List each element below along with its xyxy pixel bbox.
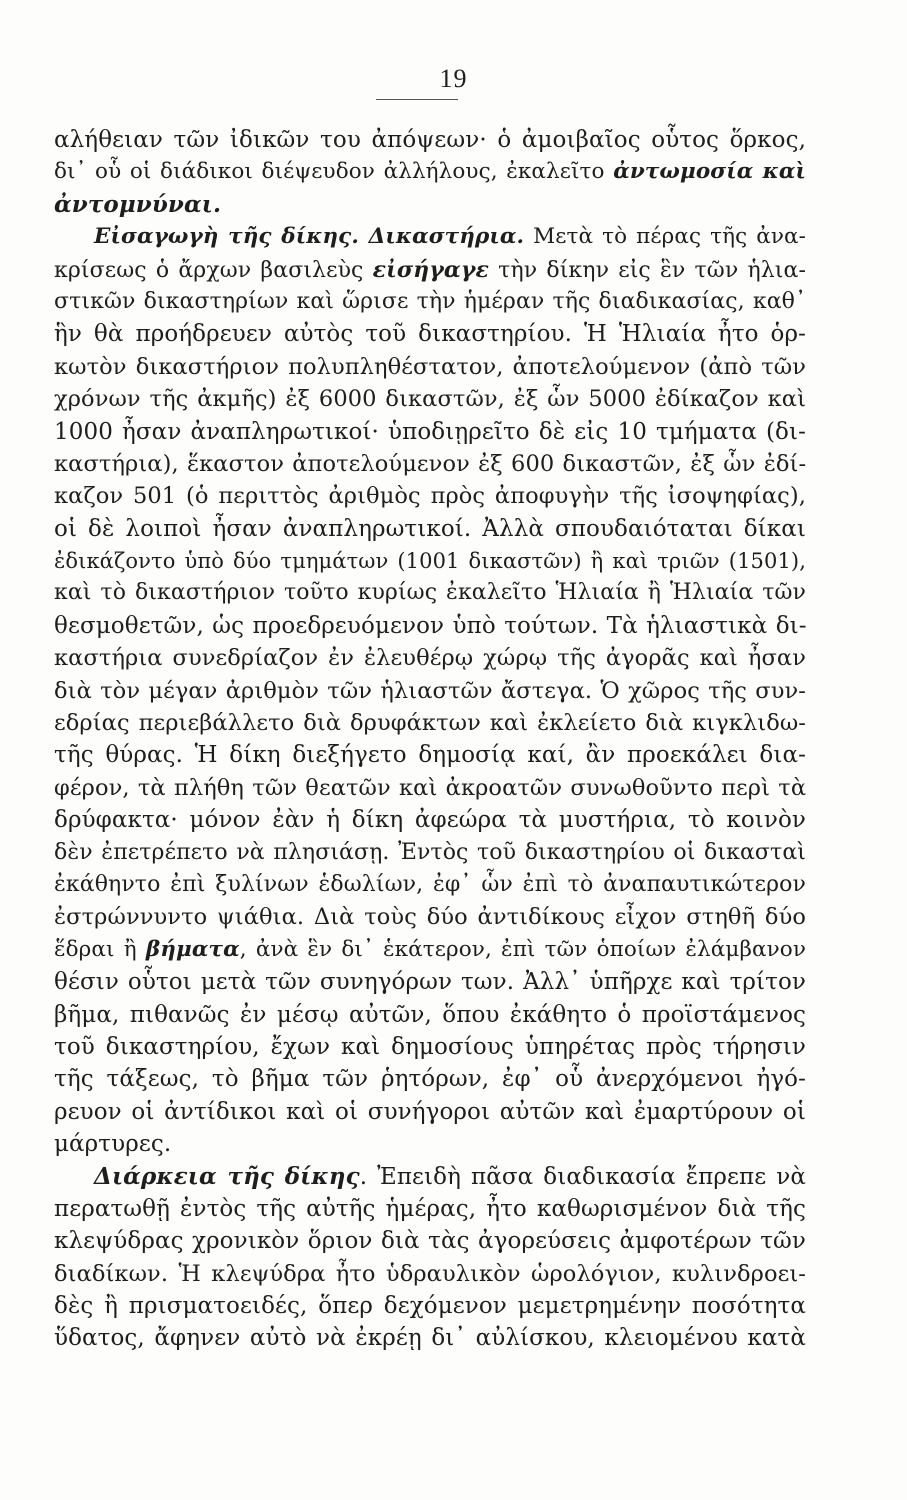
text-span: αλήθειαν τῶν ἰδικῶν του ἀπόψεων· ὁ ἀμοιβαῖος οὗτος ὅρκος, [54,127,806,153]
text-line [54,545,806,577]
text-line [54,577,806,609]
text-span: φέρον, τὰ πλήθη τῶν θεατῶν καὶ ἀκροατῶν συνωθοῦντο περὶ τὰ [54,774,807,801]
text-span: τῆς θύρας. Ἡ δίκη διεξήγετο δημοσίᾳ καί, ἂν προεκάλει δια- [54,742,806,769]
text-line [54,1096,806,1128]
text-line [54,966,806,998]
text-span: οἱ δὲ λοιποὶ ἦσαν ἀναπληρωτικοί. Ἀλλὰ σπουδαιόταται δίκαι [54,515,806,542]
emphasized-term: ἀντωμοσία καὶ [613,159,806,185]
text-span: εδρίας περιεβάλλετο διὰ δρυφάκτων καὶ ἐκλείετο διὰ κιγκλιδω- [54,710,806,737]
text-span: ἕδραι ἢ [54,936,146,962]
text-line [54,1031,806,1063]
text-line [54,934,806,966]
page-number: 19 [439,64,468,93]
text-span: κωτὸν δικαστήριον πολυπληθέστατον, ἀποτελούμενον (ἀπὸ τῶν [54,353,806,380]
text-span: στικῶν δικαστηρίων καὶ ὥρισε τὴν ἡμέραν τῆς διαδικασίας, καθ᾽ [54,288,807,314]
text-span: δὲς ἢ πρισματοειδές, ὅπερ δεχόμενον μεμετρημένην ποσότητα [54,1293,806,1320]
text-span: βῆμα, πιθανῶς ἐν μέσῳ αὐτῶν, ὅπου ἐκάθητο ὁ προϊστάμενος [54,1001,806,1028]
text-line [54,286,806,318]
text-span: θέσιν οὗτοι μετὰ τῶν συνηγόρων των. Ἀλλ᾽ ὑπῆρχε καὶ τρίτον [54,969,806,996]
text-span: ἐστρώννυντο ψιάθια. Διὰ τοὺς δύο ἀντιδίκους εἶχον στηθῆ δύο [54,904,806,931]
text-span: διὰ τὸν μέγαν ἀριθμὸν τῶν ἡλιαστῶν ἄστεγα. Ὁ χῶρος τῆς συν- [54,677,806,704]
text-span: ἐδικάζοντο ὑπὸ δύο τμημάτων (1001 δικαστῶν) ἢ καὶ τριῶν (1501), [54,549,806,574]
text-line [54,642,806,674]
text-line [54,772,806,804]
text-line [54,1290,806,1322]
text-span: Μετὰ τὸ πέρας τῆς ἀνα- [524,224,806,250]
text-line [54,448,806,480]
text-line [54,1258,806,1290]
text-span: . Ἐπειδὴ πᾶσα διαδικασία ἔπρεπε νὰ [359,1163,806,1190]
text-line [54,675,806,707]
text-span: δι᾽ οὗ οἱ διάδικοι διέψευδον ἀλλήλους, ἐκαλεῖτο [54,159,614,185]
text-span: μάρτυρες. [54,1131,172,1158]
text-line [54,1063,806,1095]
text-span: ἐκάθηντο ἐπὶ ξυλίνων ἑδωλίων, ἐφ᾽ ὧν ἐπὶ τὸ ἀναπαυτικώτερον [54,871,806,897]
text-line [54,124,806,156]
text-span: ρευον οἱ ἀντίδικοι καὶ οἱ συνήγοροι αὐτῶν καὶ ἐμαρτύρουν οἱ [54,1098,806,1125]
text-span: κρίσεως ὁ ἄρχων βασιλεὺς [54,257,373,283]
text-line [54,739,806,771]
text-span: καὶ τὸ δικαστήριον τοῦτο κυρίως ἐκαλεῖτο Ἡλιαία ἢ Ἡλιαία τῶν [54,580,806,606]
paragraph-p3 [54,1161,806,1355]
text-span: θεσμοθετῶν, ὡς προεδρευόμενον ὑπὸ τούτων. Τὰ ἡλιαστικὰ δι- [54,612,807,639]
text-line [54,1193,806,1225]
emphasized-term: Διάρκεια τῆς δίκης [94,1162,360,1190]
text-span: δὲν ἐπετρέπετο νὰ πλησιάσῃ. Ἐντὸς τοῦ δικαστηρίου οἱ δικασταὶ [54,839,806,865]
text-span: κλεψύδρας χρονικὸν ὅριον διὰ τὰς ἀγορεύσεις ἀμφοτέρων τῶν [54,1228,806,1255]
text-span: τῆς τάξεως, τὸ βῆμα τῶν ῥητόρων, ἐφ᾽ οὗ ἀνερχόμενοι ἠγό- [54,1066,806,1093]
header-rule [376,99,458,100]
text-line [54,383,806,415]
text-line [54,1161,806,1193]
paragraph-p2 [54,221,806,1160]
text-line [54,513,806,545]
text-span: καζον 501 (ὁ περιττὸς ἀριθμὸς πρὸς ἀποφυγὴν τῆς ἰσοψηφίας), [54,483,806,510]
emphasized-term: Εἰσαγωγὴ τῆς δίκης. Δικαστήρια. [94,224,525,250]
text-line [54,416,806,448]
text-span: 1000 ἦσαν ἀναπληρωτικοί· ὑποδιῃρεῖτο δὲ εἰς 10 τμήματα (δι- [54,418,806,445]
text-span: δρύφακτα· μόνον ἐὰν ἡ δίκη ἀφεώρα τὰ μυστήρια, τὸ κοινὸν [54,807,806,834]
text-line [54,1128,806,1160]
text-line [54,901,806,933]
text-line [54,837,806,869]
text-line [54,254,806,286]
text-span: τὴν δίκην εἰς ἓν τῶν ἡλια- [489,257,806,283]
text-line [54,189,806,221]
text-line [54,804,806,836]
text-span: χρόνων τῆς ἀκμῆς) ἐξ 6000 δικαστῶν, ἐξ ὧν 5000 ἐδίκαζον καὶ [54,386,806,413]
text-line [54,221,806,253]
text-span: καστήρια συνεδρίαζον ἐν ἐλευθέρῳ χώρῳ τῆς ἀγορᾶς καὶ ἦσαν [54,645,806,672]
text-line [54,610,806,642]
text-line [54,318,806,350]
emphasized-term: εἰσήγαγε [372,256,490,283]
text-line [54,999,806,1031]
text-span: καστήρια), ἕκαστον ἀποτελούμενον ἐξ 600 δικαστῶν, ἐξ ὧν ἐδί- [54,450,807,477]
text-span: διαδίκων. Ἡ κλεψύδρα ἦτο ὑδραυλικὸν ὡρολόγιον, κυλινδροει- [54,1260,806,1287]
emphasized-term: ἀντομνύναι. [54,190,222,218]
text-span: περατωθῇ ἐντὸς τῆς αὐτῆς ἡμέρας, ἦτο καθωρισμένον διὰ τῆς [54,1195,806,1222]
text-line [54,707,806,739]
body-text [54,124,806,1355]
text-line [54,156,806,188]
text-line [54,351,806,383]
emphasized-term: βήματα [145,936,240,962]
text-span: ὕδατος, ἄφηνεν αὐτὸ νὰ ἐκρέῃ δι᾽ αὐλίσκου, κλειομένου κατὰ [54,1325,806,1352]
text-span: τοῦ δικαστηρίου, ἔχων καὶ δημοσίους ὑπηρέτας πρὸς τήρησιν [54,1033,806,1060]
text-line [54,869,806,901]
paragraph-p1 [54,124,806,221]
text-line [54,480,806,512]
text-span: , ἀνὰ ἓν δι᾽ ἑκάτερον, ἐπὶ τῶν ὁποίων ἐλάμβανον [239,936,806,962]
text-span: ἣν θὰ προήδρευεν αὐτὸς τοῦ δικαστηρίου. Ἡ Ἡλιαία ἦτο ὁρ- [54,321,806,348]
text-line [54,1322,806,1354]
text-line [54,1225,806,1257]
